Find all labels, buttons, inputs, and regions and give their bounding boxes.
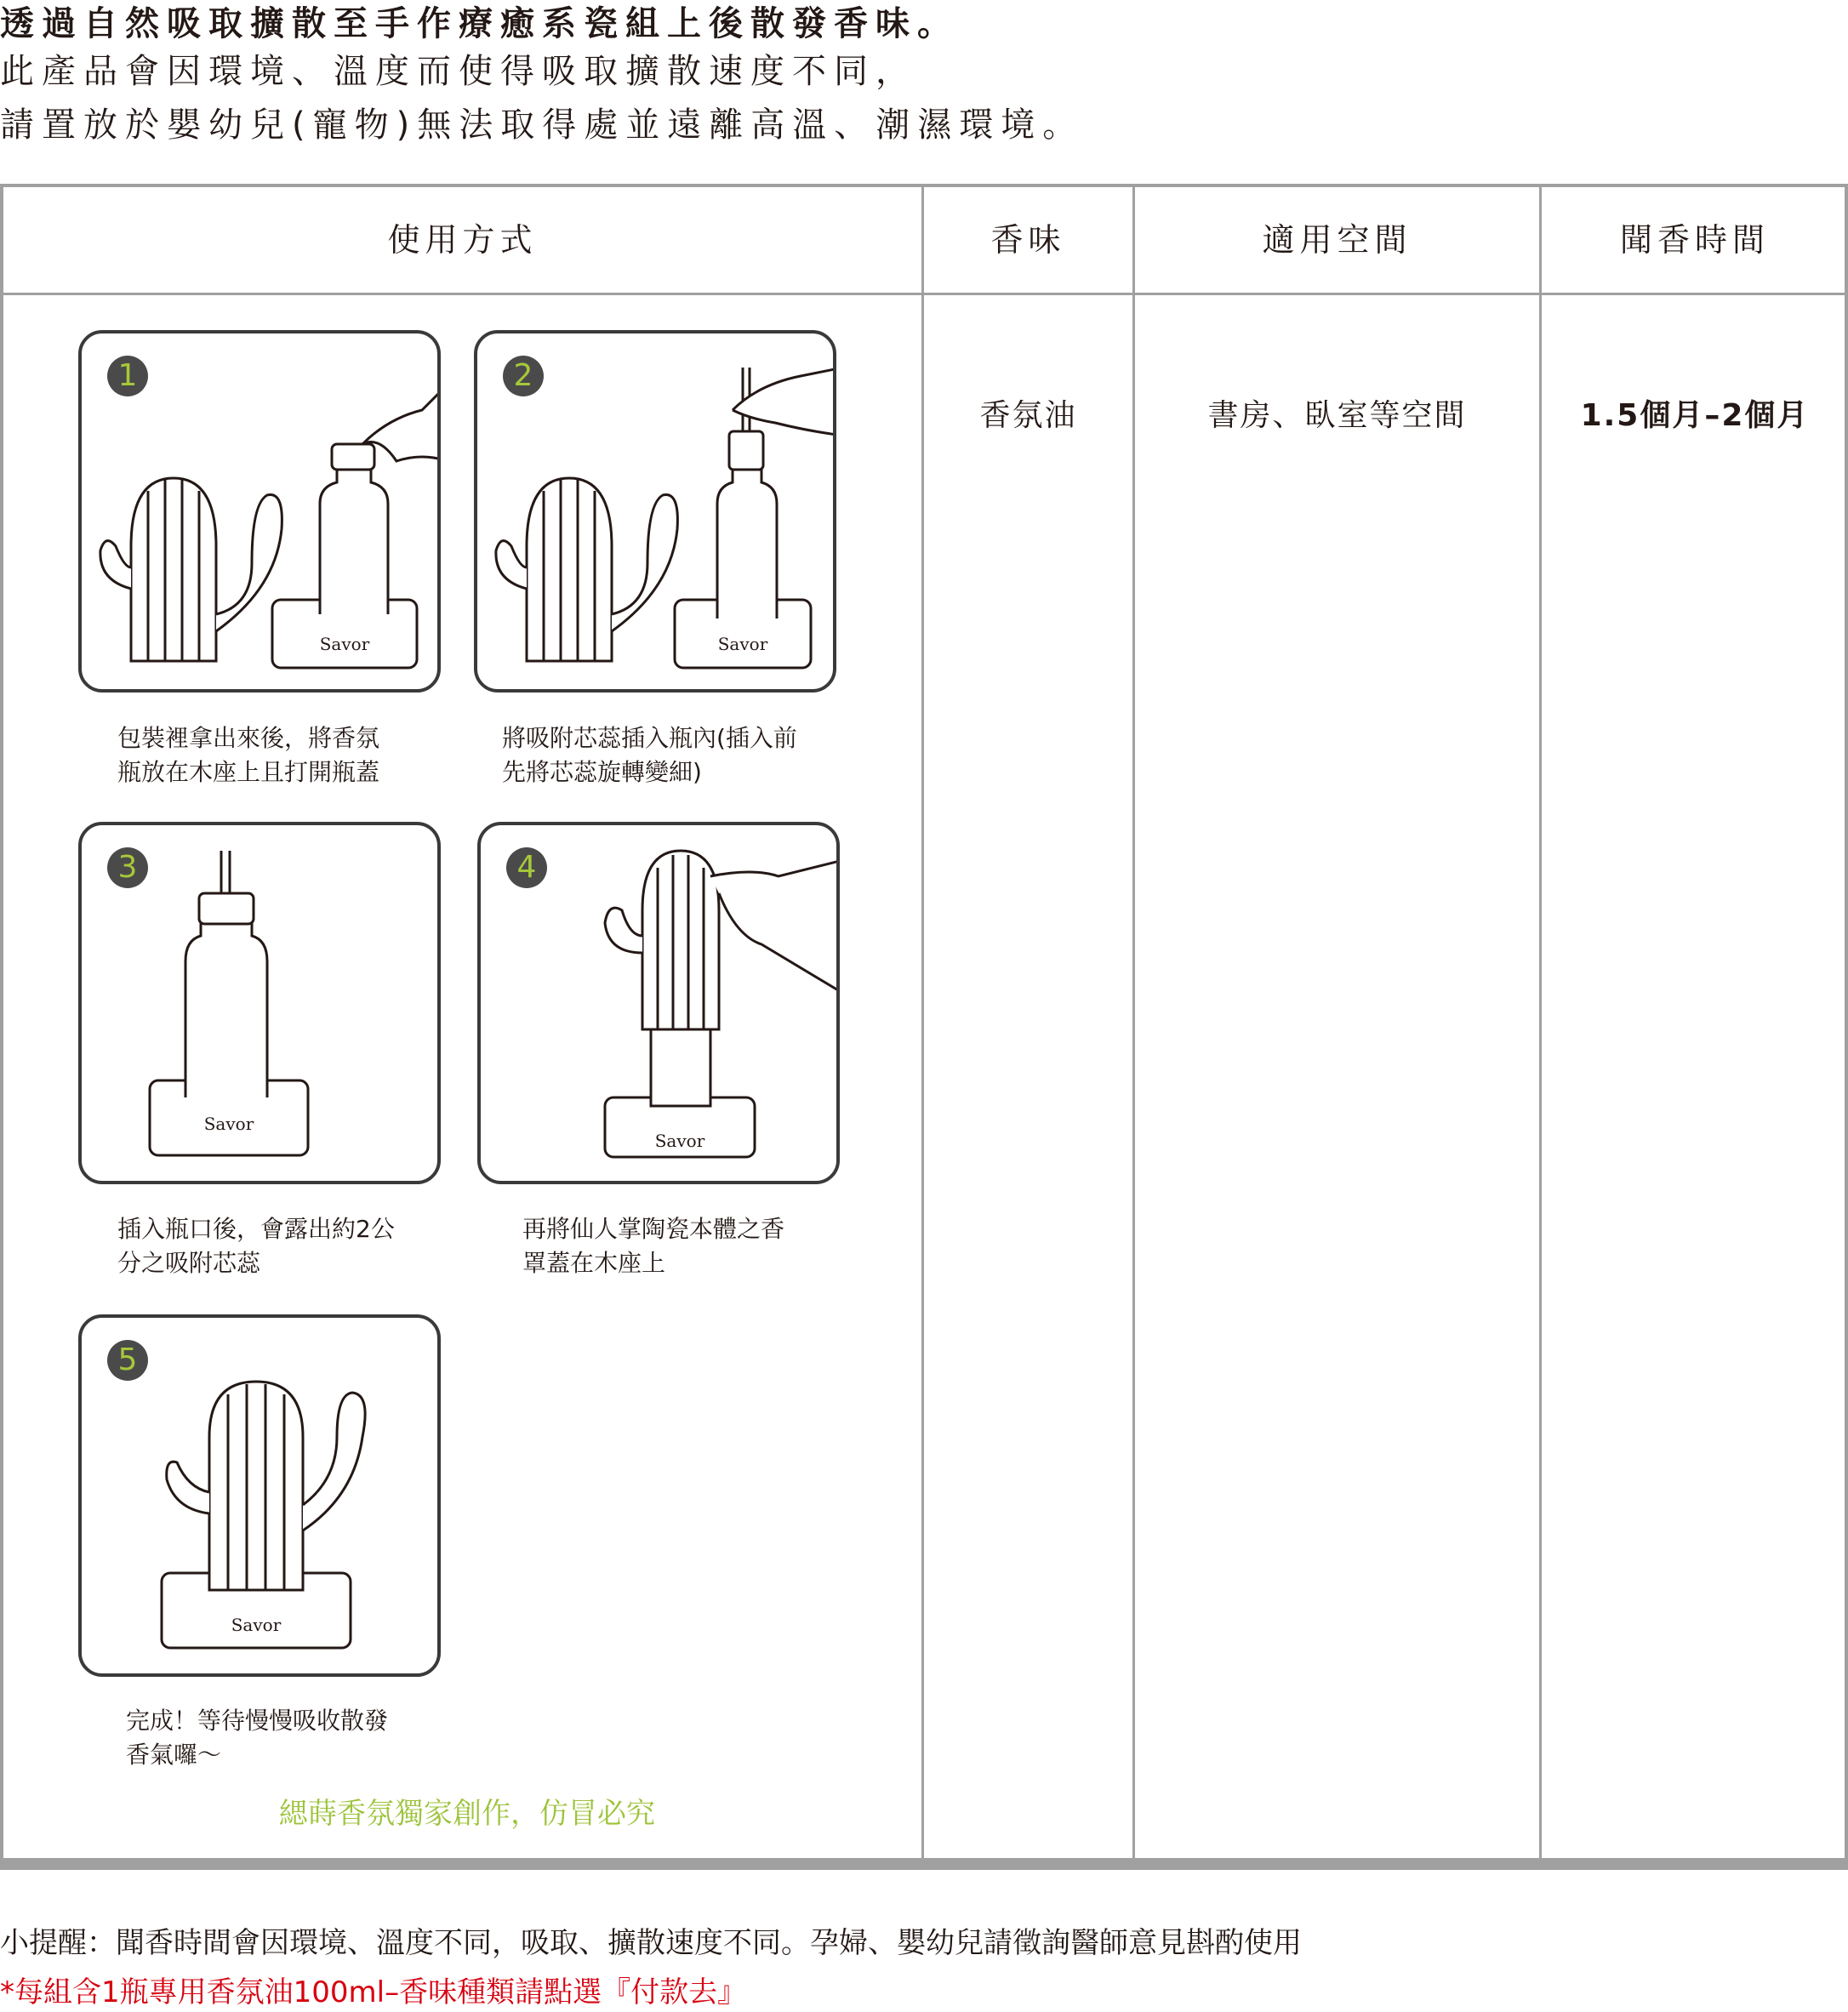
package-note: *每組含1瓶專用香氛油100ml–香味種類請點選『付款去』 (0, 1975, 747, 2009)
column-divider (921, 187, 924, 1858)
intro-line-3: 請置放於嬰幼兒(寵物)無法取得處並遠離高溫、潮濕環境。 (0, 105, 1085, 145)
column-divider (1539, 187, 1542, 1858)
caption-line: 瓶放在木座上且打開瓶蓋 (117, 758, 380, 786)
brand-label: Savor (231, 1615, 282, 1635)
cell-scent: 香氛油 (979, 398, 1077, 433)
step-1-caption (117, 721, 441, 789)
step-number: 5 (107, 1340, 148, 1381)
caption-line: 分之吸附芯蕊 (117, 1249, 261, 1277)
cactus-illustration (527, 478, 612, 661)
step-2-panel (474, 330, 836, 693)
tip-text: 小提醒：聞香時間會因環境、溫度不同，吸取、擴散速度不同。孕婦、嬰幼兒請徵詢醫師意見斟酌使用 (0, 1926, 1302, 1960)
step-4-caption (522, 1212, 846, 1280)
step-5-panel (78, 1314, 441, 1677)
header-divider (3, 293, 1845, 295)
brand-label: Savor (203, 1114, 254, 1134)
header-space: 適用空間 (1262, 221, 1412, 259)
step-number: 1 (107, 356, 148, 396)
caption-line: 香氣囉～ (126, 1741, 222, 1769)
step-1-illustration (82, 333, 441, 693)
step-3-panel (78, 822, 441, 1184)
step-5-illustration (82, 1318, 441, 1677)
copyright-notice: 緦蒔香氛獨家創作，仿冒必究 (279, 1797, 655, 1831)
step-4-illustration (481, 825, 840, 1184)
brand-label: Savor (717, 634, 768, 654)
header-usage: 使用方式 (387, 221, 538, 259)
step-4-panel (477, 822, 840, 1184)
hand-illustration (733, 368, 836, 436)
cactus-illustration (131, 478, 216, 661)
step-3-illustration (82, 825, 441, 1184)
hand-illustration (710, 859, 840, 995)
bottle-illustration (320, 470, 388, 614)
step-5-caption (126, 1704, 449, 1772)
step-2-illustration (477, 333, 836, 693)
bottle-illustration (717, 470, 777, 618)
caption-line: 罩蓋在木座上 (522, 1249, 666, 1277)
caption-line: 先將芯蕊旋轉變細) (502, 758, 702, 786)
header-time: 聞香時間 (1619, 221, 1770, 259)
header-scent: 香味 (990, 221, 1066, 259)
step-number: 2 (503, 356, 544, 396)
caption-line: 插入瓶口後，會露出約2公 (117, 1215, 395, 1243)
cactus-illustration (209, 1382, 303, 1590)
step-number: 4 (506, 847, 547, 888)
caption-line: 再將仙人掌陶瓷本體之香 (522, 1215, 785, 1243)
intro-line-1: 透過自然吸取擴散至手作療癒系瓷組上後散發香味。 (0, 4, 959, 43)
caption-line: 將吸附芯蕊插入瓶內(插入前 (502, 724, 797, 752)
intro-line-2: 此產品會因環境、溫度而使得吸取擴散速度不同， (0, 52, 917, 91)
column-divider (1132, 187, 1135, 1858)
caption-line: 完成！等待慢慢吸收散發 (126, 1707, 389, 1735)
cell-time: 1.5個月–2個月 (1580, 398, 1810, 433)
brand-label: Savor (654, 1131, 705, 1151)
cell-space: 書房、臥室等空間 (1207, 398, 1467, 433)
cactus-illustration (642, 851, 719, 1029)
step-number: 3 (107, 847, 148, 888)
step-3-caption (117, 1212, 441, 1280)
step-2-caption (502, 721, 825, 789)
caption-line: 包裝裡拿出來後，將香氛 (117, 724, 380, 752)
brand-label: Savor (319, 634, 370, 654)
bottle-illustration (185, 919, 267, 1097)
step-1-panel (78, 330, 441, 693)
